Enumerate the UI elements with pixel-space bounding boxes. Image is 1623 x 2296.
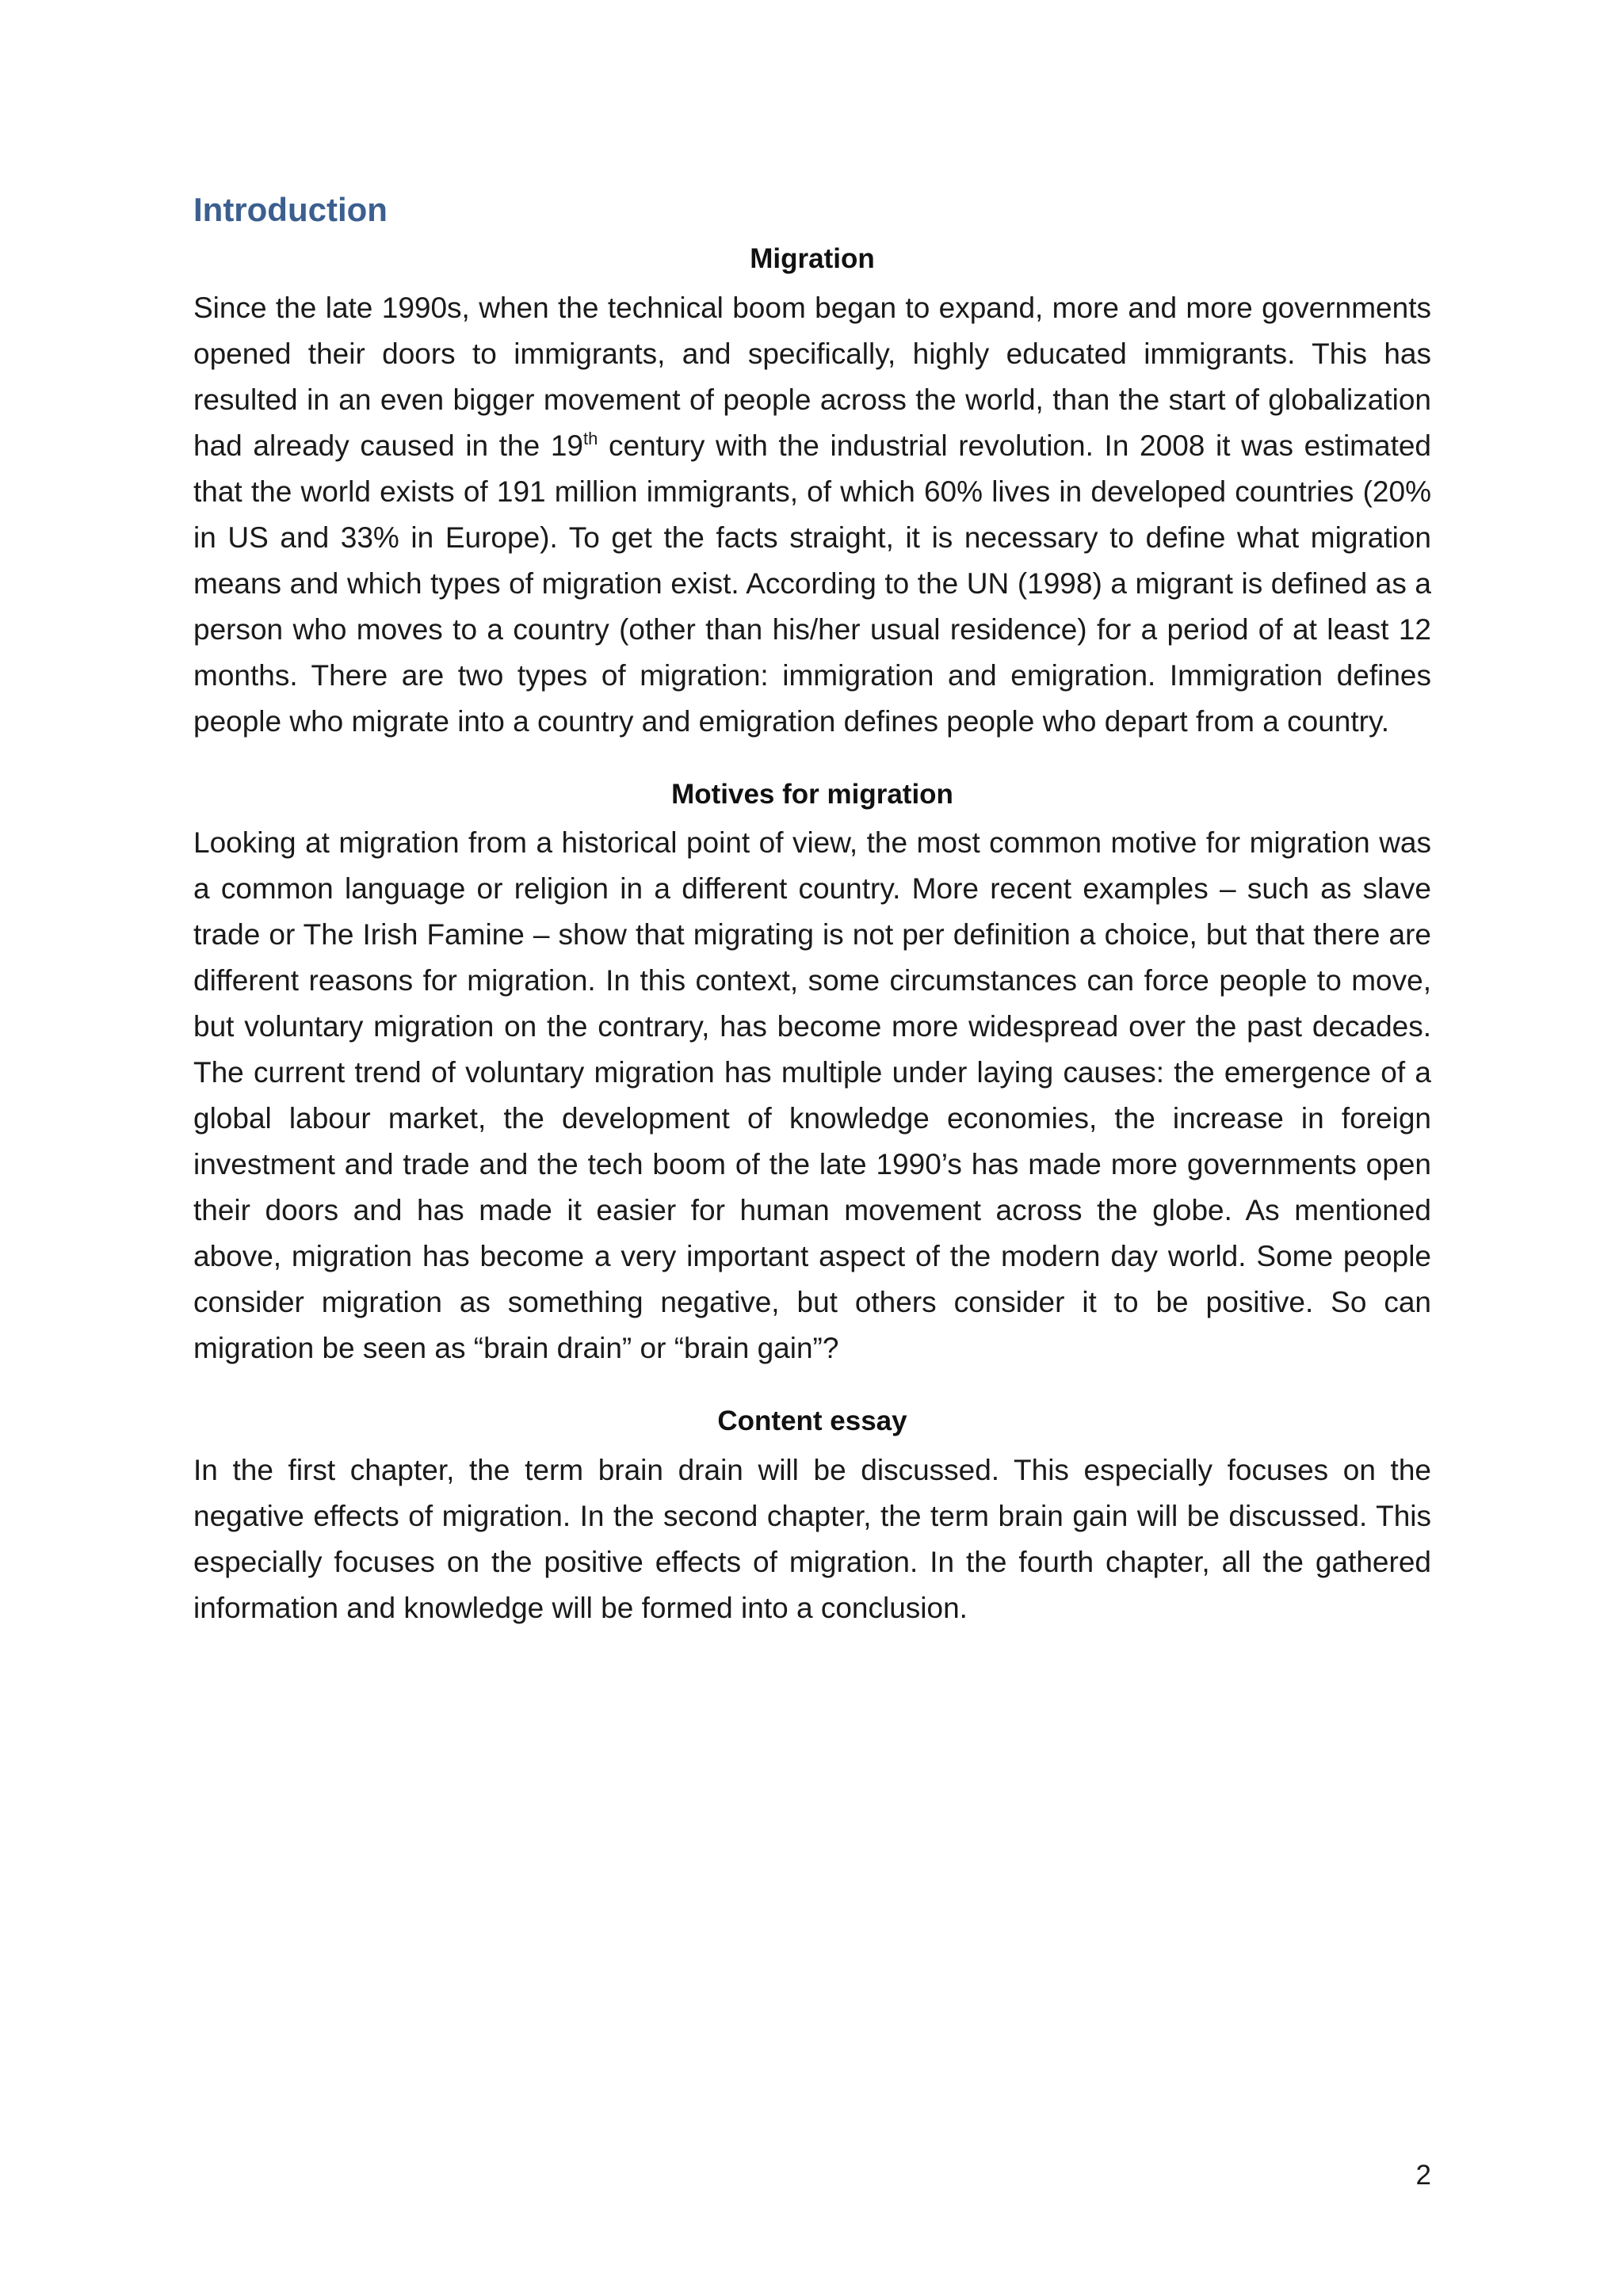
migration-subheading: Migration	[750, 243, 875, 275]
page-number: 2	[1415, 2160, 1431, 2191]
motives-paragraph: Looking at migration from a historical point of view, the most common motive for migration was a common language or religion in a different country. More recent examples – such as slave trade or The Irish Famine – show that migrating is not per definition a choice, but that there are different reasons for migration. In this context, some circumstances can force people to move, but voluntary migration on the contrary, has become more widespread over the past decades. The current trend of voluntary migration has multiple under laying causes: the emergence of a global labour market, the development of knowledge economies, the increase in foreign investment and trade and the tech boom of the late 1990’s has made more governments open their doors and has made it easier for human movement across the globe. As mentioned above, migration has become a very important aspect of the modern day world. Some people consider migration as something negative, but others consider it to be positive. So can migration be seen as “brain drain” or “brain gain”?	[193, 826, 1431, 1365]
migration-text-part-2: century with the industrial revolution. In 2008 it was estimated that the world exists of 191 million immigrants, of which 60% lives in developed countries (20% in US and 33% in Europe). To get the facts straight, it is necessary to define what migration means and which types of migration exist. According to the UN (1998) a migrant is defined as a person who moves to a country (other than his/her usual residence) for a period of at least 12 months. There are two types of migration: immigration and emigration. Immigration defines people who migrate into a country and emigration defines people who depart from a country.	[193, 429, 1431, 738]
superscript-th: th	[583, 428, 598, 448]
migration-text-part-1: Since the late 1990s, when the technical boom began to expand, more and more governments opened their doors to immigrants, and specifically, highly educated immigrants. This has resulted in an even bigger movement of people across the world, than the start of globalization had already caused in the 19	[193, 291, 1431, 462]
introduction-heading: Introduction	[193, 191, 388, 228]
page-content	[193, 190, 1431, 1663]
content-essay-paragraph: In the first chapter, the term brain drain will be discussed. This especially focuses on the negative effects of migration. In the second chapter, the term brain gain will be discussed. This especially focuses on the positive effects of migration. In the fourth chapter, all the gathered information and knowledge will be formed into a conclusion.	[193, 1453, 1431, 1624]
migration-paragraph	[193, 285, 1431, 745]
motives-subheading: Motives for migration	[671, 778, 953, 810]
content-essay-subheading: Content essay	[717, 1405, 907, 1437]
